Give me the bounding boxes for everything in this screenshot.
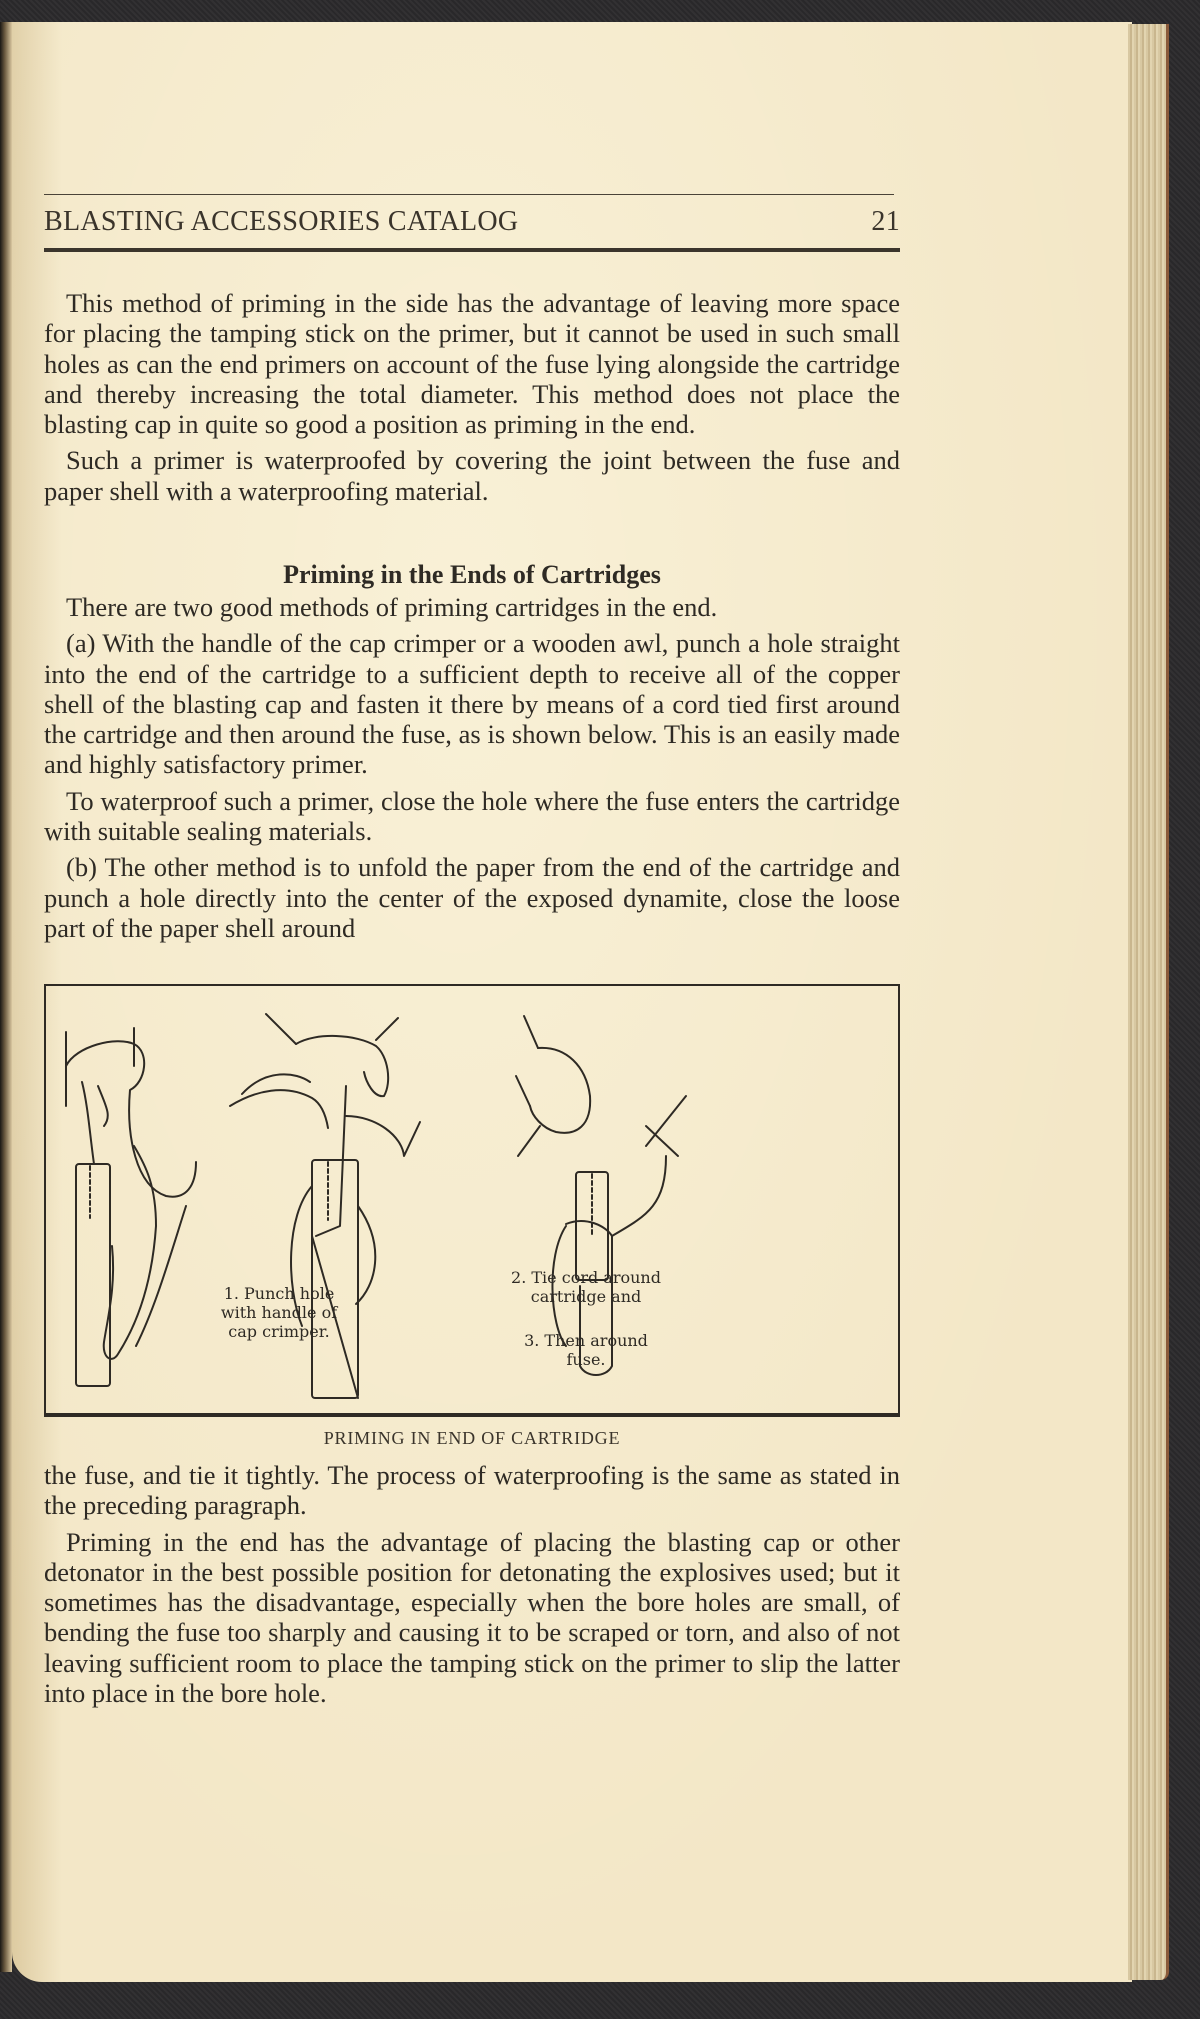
figure-label-3: 3. Then around fuse.: [524, 1331, 648, 1369]
page-number: 21: [871, 206, 900, 237]
paragraph: There are two good methods of priming cartridges in the end.: [66, 592, 718, 622]
paragraph: the fuse, and tie it tightly. The process of waterproofing is the same as stated in the preceding paragraph.: [44, 1460, 900, 1521]
hands-priming-drawing: [46, 986, 898, 1413]
paragraph: Priming in the end has the advantage of placing the blasting cap or other detonator in the best possible position for detonating the explosives used; but it sometimes has the disadvantage, especially when the bore holes are small, of bending the fuse too sharply and causing it to be scraped or torn, and also of not leaving sufficient room to place the tamping stick on the primer to slip the latter into place in the bore hole.: [44, 1526, 900, 1709]
closing-text: [44, 1460, 900, 1714]
paragraph: This method of priming in the side has the advantage of leaving more space for placing the tamping stick on the primer, but it cannot be used in such small holes as can the end primers on account of the fuse lying alongside the cartridge and thereby increasing the total diameter. This method does not place the blasting cap in quite so good a position as priming in the end.: [44, 288, 900, 440]
paragraph: To waterproof such a primer, close the hole where the fuse enters the cartridge with suitable sealing materials.: [44, 785, 900, 847]
running-head-title: BLASTING ACCESSORIES CATALOG: [44, 206, 519, 237]
figure-caption: PRIMING IN END OF CARTRIDGE: [323, 1428, 621, 1448]
paragraph: Such a primer is waterproofed by covering the joint between the fuse and paper shell with a waterproofing material.: [44, 445, 900, 506]
section-text: [44, 592, 900, 949]
running-head: [44, 206, 900, 242]
header-rule-bottom: [44, 248, 900, 252]
figure-label-1: 1. Punch hole with handle of cap crimper.: [220, 1284, 338, 1341]
figure-1-drawing: [66, 1028, 196, 1386]
page-stack-edge: [1128, 24, 1169, 1980]
paragraph: (b) The other method is to unfold the paper from the end of the cartridge and punch a hole directly into the center of the exposed dynamite, close the loose part of the paper shell around: [44, 852, 900, 943]
intro-text: [44, 288, 900, 512]
priming-illustration: [44, 984, 900, 1417]
section-heading: Priming in the Ends of Cartridges: [283, 560, 661, 589]
paragraph: (a) With the handle of the cap crimper or a wooden awl, punch a hole straight into the end of the cartridge to a sufficient depth to receive all of the copper shell of the blasting cap and fasten it there by means of a cord tied first around the cartridge and then around the fuse, as is shown below. This is an easily made and highly satisfactory primer.: [44, 628, 900, 780]
adjacent-page-edge: [0, 22, 12, 1972]
figure-3-drawing: [516, 1016, 686, 1375]
header-rule-top: [44, 194, 894, 195]
figure-label-2: 2. Tie cord around cartridge and: [511, 1268, 661, 1306]
